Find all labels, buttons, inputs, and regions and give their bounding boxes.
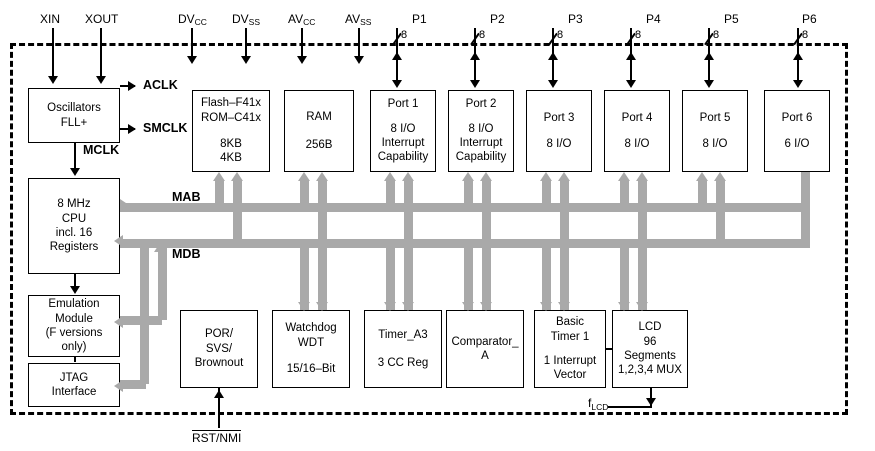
bus-stub-ram-mab-arrow: [298, 172, 310, 181]
bus-stub-lcd-mab-arrow: [618, 302, 630, 311]
bus-stub-port2-mab-arrow: [462, 172, 474, 181]
pin-label-xout: XOUT: [85, 12, 119, 26]
block-wdt-line-1: WDT: [297, 336, 325, 349]
block-port1-line-3: Interrupt: [381, 137, 425, 149]
block-cpu-line-0: 8 MHz: [57, 198, 91, 211]
emulation-jtag-line: [74, 357, 76, 362]
block-watchdog: [272, 310, 350, 388]
bus-stub-ram-mdb-arrow: [316, 172, 328, 181]
block-port2: [448, 90, 514, 172]
block-ram-line-2: 256B: [305, 139, 333, 151]
pin-label-xin: XIN: [40, 12, 61, 26]
bus-jtag-riser: [140, 248, 149, 384]
bus-stub-port4-mdb: [638, 180, 647, 243]
bus-stub-port2-mab: [464, 180, 473, 203]
block-por-line-1: SVS/: [205, 342, 233, 355]
pin-label-avss: $AV_{SS}$: [345, 12, 372, 27]
block-emulation-line-0: Emulation: [48, 298, 100, 311]
pin-label-p3: P3: [568, 12, 583, 26]
block-wdt-line-0: Watchdog: [285, 322, 337, 335]
block-port3: [526, 90, 592, 172]
bus-emulation-arrow: [114, 316, 123, 328]
block-flash-line-4: 4KB: [220, 152, 242, 165]
block-emulation-line-1: Module: [55, 312, 93, 325]
bus-stub-wdt-mab-arrow: [298, 302, 310, 311]
bit-width-p2: 8: [479, 29, 486, 41]
block-port1: [370, 90, 436, 172]
block-port2-line-4: Capability: [455, 151, 507, 164]
bus-stub-basictimer-mdb-arrow: [558, 302, 570, 311]
bus-stub-port3-mdb: [560, 180, 569, 243]
bus-stub-wdt-mab: [300, 248, 309, 310]
block-comparator-line-1: A: [481, 350, 489, 362]
block-port6-line-0: Port 6: [781, 111, 813, 124]
pin-label-p4: P4: [646, 12, 661, 26]
bus-stub-port4-mab-arrow: [618, 172, 630, 181]
block-port3-line-0: Port 3: [543, 111, 575, 124]
bus-stub-flash-mab-arrow: [213, 172, 225, 181]
bus-stub-port3-mdb-arrow: [558, 172, 570, 181]
bus-stub-port5-mab: [698, 180, 707, 203]
block-comparator-a: [446, 310, 524, 388]
pin-label-p2: P2: [490, 12, 505, 26]
bus-cpu-mdb-up-arrow: [154, 243, 166, 252]
bus-mab-right-riser: [801, 172, 810, 207]
bus-stub-port3-mab: [542, 180, 551, 203]
pin-label-flcd: $f_{LCD}$: [588, 396, 609, 412]
pin-label-p6: P6: [802, 12, 817, 26]
bus-stub-port4-mab: [620, 180, 629, 203]
signal-label-mdb: MDB: [172, 247, 201, 261]
block-por-svs-brownout: [180, 310, 258, 388]
aclk-arrow: [128, 81, 136, 91]
bus-mab-cpu-arrow: [120, 199, 129, 211]
bus-emulation-riser: [158, 248, 167, 320]
bus-jtag-arrow: [114, 380, 123, 392]
bus-stub-comp-mab-arrow: [462, 302, 474, 311]
block-port5: [682, 90, 748, 172]
mclk-line: [74, 143, 76, 171]
bus-stub-timera-mdb-arrow: [402, 302, 414, 311]
bus-mdb-cpu-arrow: [114, 235, 123, 247]
pin-label-rst-nmi: RST/NMI: [192, 431, 242, 445]
block-comparator-line-0: Comparator_: [451, 335, 519, 348]
mclk-arrow: [70, 168, 80, 176]
bus-stub-port1-mdb: [404, 180, 413, 243]
block-wdt-line-3: 15/16–Bit: [286, 363, 336, 376]
bus-stub-port1-mab-arrow: [384, 172, 396, 181]
bus-stub-port5-mab-arrow: [696, 172, 708, 181]
block-port2-line-2: 8 I/O: [468, 122, 494, 135]
basictimer-lcd-line: [606, 348, 612, 350]
bus-stub-port5-mdb: [716, 180, 725, 243]
block-port4: [604, 90, 670, 172]
bit-width-p5: 8: [713, 29, 720, 41]
bus-stub-flash-mab: [215, 180, 224, 203]
block-port4-line-2: 8 I/O: [624, 138, 650, 150]
flcd-arrow: [646, 398, 656, 406]
rst-nmi-arrow: [214, 390, 224, 398]
block-basictimer-line-3: 1 Interrupt: [543, 355, 597, 367]
bus-mdb: [120, 239, 810, 248]
block-basic-timer1: [534, 310, 606, 388]
block-jtag-line-1: Interface: [51, 386, 97, 398]
block-flash-rom: [192, 90, 270, 172]
bus-stub-timera-mdb: [404, 248, 413, 310]
pin-label-dvss: $DV_{SS}$: [232, 12, 261, 27]
bus-stub-comp-mdb-arrow: [480, 302, 492, 311]
smclk-arrow: [128, 124, 136, 134]
pin-label-avcc: $AV_{CC}$: [288, 12, 316, 27]
block-timer-a3: [364, 310, 442, 388]
bus-stub-timera-mab-arrow: [384, 302, 396, 311]
block-port3-line-2: 8 I/O: [546, 138, 572, 150]
signal-label-mclk: MCLK: [83, 143, 120, 157]
bit-width-p1: 8: [401, 29, 408, 41]
block-port4-line-0: Port 4: [621, 111, 653, 124]
bus-stub-basictimer-mab: [542, 248, 551, 310]
block-emulation-line-3: only): [61, 341, 87, 354]
block-flash-line-0: Flash–F41x: [200, 97, 262, 110]
block-lcd-line-0: LCD: [638, 321, 662, 334]
cpu-emulation-arrow: [70, 286, 80, 294]
bus-stub-lcd-mdb: [638, 248, 647, 310]
bus-stub-ram-mab: [300, 180, 309, 203]
block-cpu-line-1: CPU: [61, 212, 87, 225]
block-basictimer-line-1: Timer 1: [550, 330, 590, 343]
block-jtag-interface: [28, 363, 120, 407]
block-port5-line-2: 8 I/O: [702, 138, 728, 150]
block-ram: [284, 90, 354, 172]
bus-mdb-right-riser: [801, 207, 810, 243]
block-por-line-0: POR/: [204, 328, 234, 341]
bus-mab: [120, 203, 810, 212]
block-port6: [764, 90, 830, 172]
block-basictimer-line-4: Vector: [553, 369, 587, 382]
block-lcd: [612, 310, 688, 388]
signal-label-mab: MAB: [172, 190, 201, 204]
block-flash-line-1: ROM–C41x: [200, 111, 262, 124]
bus-stub-flash-mdb: [233, 180, 242, 243]
block-port5-line-0: Port 5: [699, 111, 731, 124]
bus-stub-port1-mab: [386, 180, 395, 203]
block-jtag-line-0: JTAG: [59, 371, 89, 384]
bus-stub-wdt-mdb: [318, 248, 327, 310]
block-port2-line-0: Port 2: [465, 98, 497, 111]
block-port1-line-2: 8 I/O: [390, 122, 416, 135]
bit-width-p4: 8: [635, 29, 642, 41]
block-cpu-line-3: Registers: [49, 241, 99, 254]
bus-stub-lcd-mdb-arrow: [636, 302, 648, 311]
block-emulation-module: [28, 295, 120, 357]
block-emulation-line-2: (F versions: [45, 327, 103, 339]
bus-stub-comp-mab: [464, 248, 473, 310]
block-oscillators: [28, 88, 120, 143]
bus-stub-port3-mab-arrow: [540, 172, 552, 181]
bus-stub-lcd-mab: [620, 248, 629, 310]
bus-stub-flash-mdb-arrow: [231, 172, 243, 181]
bus-jtag-feed: [120, 380, 146, 389]
bus-stub-port1-mdb-arrow: [402, 172, 414, 181]
block-flash-line-3: 8KB: [220, 138, 242, 150]
block-lcd-line-1: 96: [643, 335, 657, 348]
bit-width-p6: 8: [802, 29, 809, 41]
bit-width-p3: 8: [557, 29, 564, 41]
block-timera3-line-0: Timer_A3: [378, 328, 428, 341]
pin-label-p1: P1: [412, 12, 427, 26]
block-port6-line-2: 6 I/O: [784, 138, 810, 150]
block-lcd-line-3: 1,2,3,4 MUX: [618, 364, 682, 377]
block-port2-line-3: Interrupt: [459, 137, 503, 149]
block-cpu-line-2: incl. 16: [55, 227, 93, 239]
signal-label-smclk: SMCLK: [143, 121, 188, 135]
block-oscillators-line-1: FLL+: [60, 116, 88, 129]
bus-stub-comp-mdb: [482, 248, 491, 310]
pin-label-dvcc: $DV_{CC}$: [178, 12, 207, 27]
bus-stub-timera-mab: [386, 248, 395, 310]
block-port1-line-4: Capability: [377, 151, 429, 164]
block-timera3-line-2: 3 CC Reg: [377, 357, 429, 369]
pin-label-p5: P5: [724, 12, 739, 26]
block-por-line-2: Brownout: [194, 357, 244, 370]
bus-stub-port5-mdb-arrow: [714, 172, 726, 181]
block-ram-line-0: RAM: [306, 110, 332, 123]
block-lcd-line-2: Segments: [624, 350, 676, 362]
bus-stub-wdt-mdb-arrow: [316, 302, 328, 311]
block-port1-line-0: Port 1: [387, 98, 419, 111]
bus-stub-port2-mdb-arrow: [480, 172, 492, 181]
bus-stub-port4-mdb-arrow: [636, 172, 648, 181]
bus-stub-port2-mdb: [482, 180, 491, 243]
block-cpu: [28, 178, 120, 274]
bus-stub-basictimer-mdb: [560, 248, 569, 310]
flcd-hline: [608, 406, 652, 408]
bus-stub-basictimer-mab-arrow: [540, 302, 552, 311]
signal-label-aclk: ACLK: [143, 78, 178, 92]
block-basictimer-line-0: Basic: [555, 316, 585, 329]
block-oscillators-line-0: Oscillators: [47, 102, 101, 115]
bus-stub-ram-mdb: [318, 180, 327, 243]
